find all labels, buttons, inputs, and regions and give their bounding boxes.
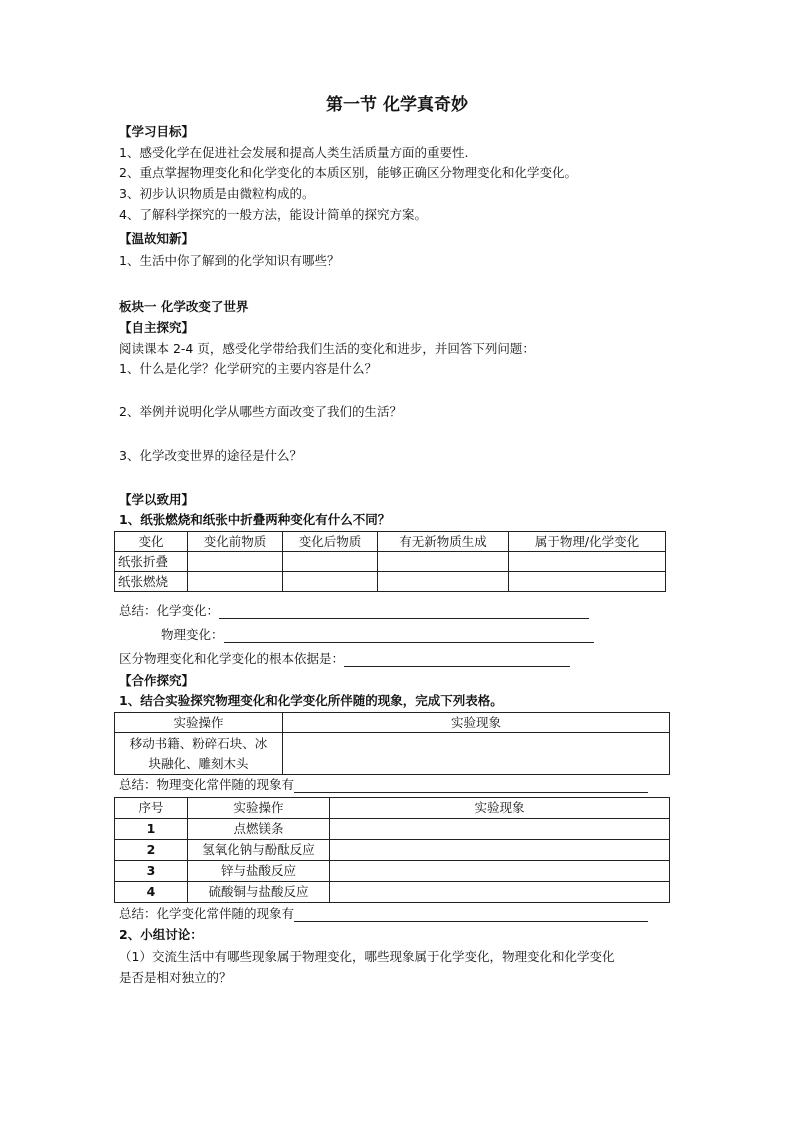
physical-summary-label: 总结：物理变化常伴随的现象有: [119, 777, 295, 792]
self-study-intro: 阅读课本 2-4 页，感受化学带给我们生活的变化和进步，并回答下列问题：: [119, 341, 535, 356]
chem-summary-row: [119, 603, 589, 619]
phys-summary-row: [161, 627, 594, 643]
section-title: 板块一 化学改变了世界: [119, 299, 249, 314]
table-header: 有无新物质生成: [378, 532, 509, 552]
row-label: 纸张燃烧: [115, 572, 188, 592]
discussion-question-line: 是否是相对独立的？: [119, 970, 232, 985]
self-study-heading: 【自主探究】: [119, 320, 195, 335]
coop-question: 1、结合实验探究物理变化和化学变化所伴随的现象，完成下列表格。: [119, 693, 503, 708]
table-row: [115, 733, 670, 775]
coop-heading: 【合作探究】: [119, 673, 195, 688]
answer-blank[interactable]: [224, 629, 594, 643]
group-discussion: 2、小组讨论：: [119, 927, 203, 942]
row-label: 纸张折叠: [115, 552, 188, 572]
answer-blank[interactable]: [344, 653, 570, 667]
table-row: [115, 861, 670, 882]
goals-heading: 【学习目标】: [119, 124, 195, 139]
answer-blank[interactable]: [294, 779, 648, 793]
chem-summary-label: 总结：化学变化：: [119, 603, 220, 618]
goal-item: 4、了解科学探究的一般方法，能设计简单的探究方案。: [119, 207, 427, 222]
table-cell[interactable]: [330, 819, 670, 840]
goal-item: 1、感受化学在促进社会发展和提高人类生活质量方面的重要性.: [119, 145, 469, 160]
experiment-op: 硫酸铜与盐酸反应: [188, 882, 330, 903]
experiment-op: 氢氧化钠与酚酞反应: [188, 840, 330, 861]
experiment-op: 锌与盐酸反应: [188, 861, 330, 882]
apply-heading: 【学以致用】: [119, 492, 195, 507]
table-row: [115, 840, 670, 861]
physical-summary-row: [119, 777, 648, 793]
table-cell[interactable]: [378, 552, 509, 572]
basis-label: 区分物理变化和化学变化的根本依据是：: [119, 651, 345, 666]
table-header: 实验现象: [330, 798, 670, 819]
answer-blank[interactable]: [219, 605, 589, 619]
table-cell[interactable]: [283, 572, 378, 592]
self-study-question: 1、什么是化学？化学研究的主要内容是什么？: [119, 361, 377, 376]
table-cell[interactable]: [330, 882, 670, 903]
table-header: 变化: [115, 532, 188, 552]
experiment-op-line: 块融化、雕刻木头: [148, 755, 249, 771]
table-cell[interactable]: [509, 572, 666, 592]
table-cell: [115, 733, 283, 775]
table-row: [115, 819, 670, 840]
table-header: 变化前物质: [188, 532, 283, 552]
physical-change-table: [114, 712, 670, 775]
apply-question: 1、纸张燃烧和纸张中折叠两种变化有什么不同？: [119, 512, 391, 527]
table-cell[interactable]: [330, 840, 670, 861]
table-header: 变化后物质: [283, 532, 378, 552]
table-cell[interactable]: [283, 733, 670, 775]
table-cell[interactable]: [188, 572, 283, 592]
table-cell[interactable]: [283, 552, 378, 572]
table-cell[interactable]: [378, 572, 509, 592]
table-row: [115, 882, 670, 903]
paper-change-table: [114, 531, 666, 592]
goal-item: 2、重点掌握物理变化和化学变化的本质区别，能够正确区分物理变化和化学变化。: [119, 165, 577, 180]
table-header: 实验操作: [188, 798, 330, 819]
table-row: [115, 572, 666, 592]
row-number: 2: [115, 840, 188, 861]
row-number: 3: [115, 861, 188, 882]
basis-row: [119, 651, 570, 667]
table-row: [115, 552, 666, 572]
table-cell[interactable]: [188, 552, 283, 572]
row-number: 4: [115, 882, 188, 903]
review-heading: 【温故知新】: [119, 231, 195, 246]
review-question: 1、生活中你了解到的化学知识有哪些？: [119, 253, 340, 268]
goal-item: 3、初步认识物质是由微粒构成的。: [119, 186, 315, 201]
table-cell[interactable]: [509, 552, 666, 572]
discussion-question-line: （1）交流生活中有哪些现象属于物理变化，哪些现象属于化学变化，物理变化和化学变化: [119, 949, 615, 964]
experiment-op: 点燃镁条: [188, 819, 330, 840]
phys-summary-label: 物理变化：: [161, 627, 224, 642]
table-header: 实验操作: [115, 713, 283, 733]
chemical-summary-row: [119, 906, 648, 922]
experiment-op-line: 移动书籍、粉碎石块、冰: [129, 735, 268, 751]
self-study-question: 3、化学改变世界的途径是什么？: [119, 448, 302, 463]
chemical-summary-label: 总结：化学变化常伴随的现象有: [119, 906, 295, 921]
chemical-change-table: [114, 797, 670, 903]
table-header: 实验现象: [283, 713, 670, 733]
table-cell[interactable]: [330, 861, 670, 882]
page-title: 第一节 化学真奇妙: [326, 95, 468, 115]
table-header: 属于物理/化学变化: [509, 532, 666, 552]
self-study-question: 2、举例并说明化学从哪些方面改变了我们的生活？: [119, 404, 402, 419]
row-number: 1: [115, 819, 188, 840]
table-header: 序号: [115, 798, 188, 819]
answer-blank[interactable]: [294, 908, 648, 922]
